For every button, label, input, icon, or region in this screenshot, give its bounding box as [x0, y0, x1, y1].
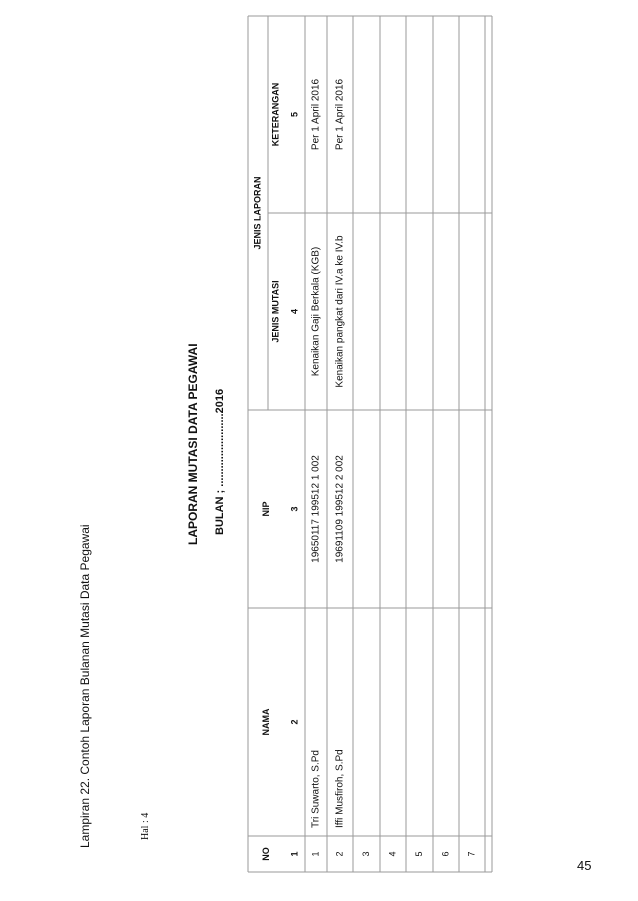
cell-no: 1	[310, 851, 321, 857]
cell-no: 5	[413, 851, 424, 857]
header-no: NO	[260, 847, 271, 861]
cell-nip: 19691109 199512 2 002	[334, 455, 346, 563]
cell-nama: Iffi Musfiroh, S.Pd	[334, 749, 346, 828]
cell-no: 2	[334, 851, 345, 857]
column-number: 5	[289, 111, 300, 118]
header-jenis-mutasi: JENIS MUTASI	[270, 280, 281, 343]
cell-keterangan: Per 1 April 2016	[310, 78, 322, 151]
cell-jenis-mutasi: Kenaikan Gaji Berkala (KGB)	[310, 246, 322, 377]
column-number: 3	[289, 506, 300, 512]
cell-nip: 19650117 199512 1 002	[310, 455, 322, 563]
cell-no: 7	[466, 851, 477, 857]
cell-nama: Tri Suwarto, S.Pd	[310, 750, 322, 828]
column-number: 2	[289, 719, 300, 725]
cell-no: 6	[440, 851, 451, 857]
header-nip: NIP	[260, 501, 271, 517]
cell-no: 4	[387, 851, 398, 857]
cell-no: 3	[360, 851, 371, 857]
cell-jenis-mutasi: Kenaikan pangkat dari IV.a ke IV.b	[334, 235, 346, 388]
cell-keterangan: Per 1 April 2016	[334, 78, 346, 151]
header-nama: NAMA	[260, 708, 271, 736]
column-number: 4	[289, 308, 300, 315]
bulan-line: BULAN ; ........................2016	[214, 388, 226, 535]
report-title: LAPORAN MUTASI DATA PEGAWAI	[186, 343, 200, 545]
caption-text: Lampiran 22. Contoh Laporan Bulanan Mutasi Data Pegawai	[78, 524, 92, 848]
column-number: 1	[289, 851, 300, 857]
header-jenis-laporan: JENIS LAPORAN	[252, 176, 263, 250]
header-keterangan: KETERANGAN	[270, 82, 281, 147]
page-hal-label: Hal : 4	[140, 812, 151, 840]
page-number: 45	[577, 858, 592, 873]
